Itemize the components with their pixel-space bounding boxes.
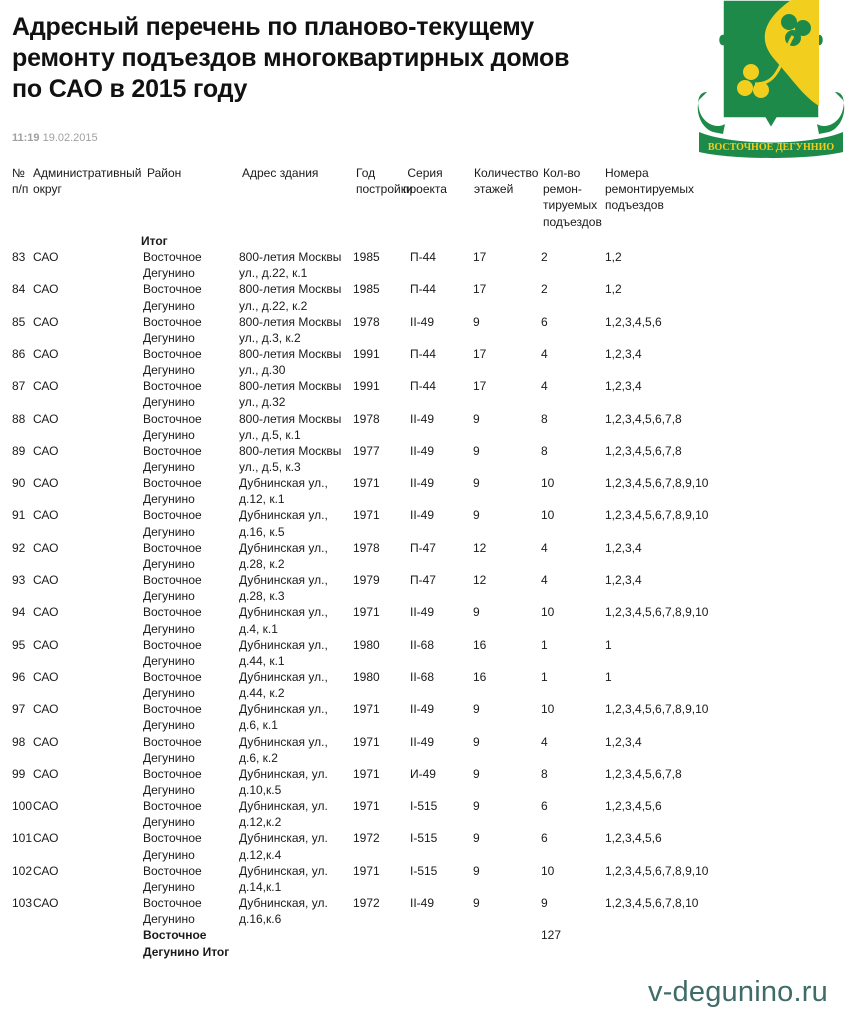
cell-entrances: 1,2,3,4,5,6,7,8,9,10 <box>605 508 709 523</box>
cell-okrug: САО <box>33 669 59 684</box>
cell-series: II-68 <box>410 669 435 684</box>
cell-count: 9 <box>541 896 548 910</box>
total-label: Восточное Дегунино Итог <box>143 928 230 959</box>
cell-okrug: САО <box>33 605 59 620</box>
cell-address: Дубнинская ул., д.4, к.1 <box>239 605 328 636</box>
cell-floors: 9 <box>473 799 480 814</box>
cell-address: Дубнинская ул., д.6, к.1 <box>239 702 328 733</box>
cell-rayon: Восточное Дегунино <box>143 831 202 862</box>
cell-count: 6 <box>541 831 548 846</box>
cell-floors: 9 <box>473 734 480 749</box>
cell-count: 6 <box>541 314 548 329</box>
cell-num: 87 <box>12 379 26 394</box>
cell-year: 1977 <box>353 443 380 458</box>
cell-address: Дубнинская ул., д.44, к.1 <box>239 637 328 668</box>
cell-num: 88 <box>12 411 26 426</box>
cell-count: 6 <box>541 799 548 814</box>
cell-okrug: САО <box>33 573 59 587</box>
cell-year: 1971 <box>353 766 380 781</box>
cell-rayon: Восточное Дегунино <box>143 314 202 345</box>
cell-rayon: Восточное Дегунино <box>143 476 202 507</box>
cell-okrug: САО <box>33 734 59 749</box>
cell-rayon: Восточное Дегунино <box>143 573 202 604</box>
cell-year: 1978 <box>353 540 380 555</box>
total-row <box>0 927 852 959</box>
cell-floors: 9 <box>473 831 480 846</box>
cell-rayon: Восточное Дегунино <box>143 896 202 927</box>
cell-year: 1985 <box>353 250 380 264</box>
cell-okrug: САО <box>33 282 59 297</box>
cell-rayon: Восточное Дегунино <box>143 799 202 830</box>
cell-floors: 9 <box>473 508 480 523</box>
cell-num: 93 <box>12 573 26 587</box>
cell-num: 98 <box>12 734 26 749</box>
cell-series: П-44 <box>410 250 436 264</box>
cell-count: 4 <box>541 346 548 361</box>
header-entrances: Номера ремонтируемых подъездов <box>605 166 695 213</box>
cell-rayon: Восточное Дегунино <box>143 411 202 442</box>
cell-count: 1 <box>541 669 548 684</box>
cell-address: 800-летия Москвы ул., д.22, к.1 <box>239 250 342 281</box>
table-row <box>0 378 852 410</box>
cell-count: 4 <box>541 573 548 587</box>
table-row <box>0 249 852 281</box>
cell-num: 95 <box>12 637 26 652</box>
cell-entrances: 1,2,3,4 <box>605 540 642 555</box>
cell-entrances: 1,2,3,4,5,6 <box>605 831 662 846</box>
cell-entrances: 1,2,3,4,5,6,7,8,9,10 <box>605 476 709 491</box>
cell-address: Дубнинская, ул. д.12,к.4 <box>239 831 328 862</box>
page-title <box>12 12 612 105</box>
cell-year: 1972 <box>353 896 380 910</box>
cell-count: 1 <box>541 637 548 652</box>
table-row <box>0 572 852 604</box>
cell-count: 4 <box>541 734 548 749</box>
cell-entrances: 1,2 <box>605 282 622 297</box>
header-okrug: Административный округ <box>33 166 142 197</box>
cell-floors: 9 <box>473 605 480 620</box>
cell-num: 86 <box>12 346 26 361</box>
table-row <box>0 507 852 539</box>
cell-count: 10 <box>541 605 555 620</box>
cell-floors: 17 <box>473 282 487 297</box>
cell-rayon: Восточное Дегунино <box>143 766 202 797</box>
cell-year: 1971 <box>353 605 380 620</box>
publish-time: 11:19 <box>12 132 40 144</box>
cell-series: П-44 <box>410 346 436 361</box>
cell-entrances: 1 <box>605 669 612 684</box>
cell-okrug: САО <box>33 799 59 814</box>
cell-address: Дубнинская ул., д.12, к.1 <box>239 476 328 507</box>
cell-series: II-68 <box>410 637 435 652</box>
table-row <box>0 766 852 798</box>
cell-num: 96 <box>12 669 26 684</box>
cell-series: П-47 <box>410 573 436 587</box>
cell-num: 99 <box>12 766 26 781</box>
cell-rayon: Восточное Дегунино <box>143 282 202 313</box>
cell-series: I-515 <box>410 831 438 846</box>
cell-address: Дубнинская ул., д.16, к.5 <box>239 508 328 539</box>
cell-floors: 9 <box>473 863 480 878</box>
cell-series: II-49 <box>410 476 435 491</box>
table-row <box>0 637 852 669</box>
cell-year: 1972 <box>353 831 380 846</box>
cell-entrances: 1,2,3,4,5,6,7,8 <box>605 443 682 458</box>
cell-num: 90 <box>12 476 26 491</box>
cell-entrances: 1,2,3,4 <box>605 346 642 361</box>
cell-count: 2 <box>541 250 548 264</box>
cell-okrug: САО <box>33 896 59 910</box>
cell-num: 101 <box>12 831 33 846</box>
cell-count: 4 <box>541 379 548 394</box>
cell-entrances: 1,2,3,4 <box>605 734 642 749</box>
cell-floors: 9 <box>473 766 480 781</box>
cell-floors: 16 <box>473 637 487 652</box>
cell-address: 800-летия Москвы ул., д.5, к.3 <box>239 443 342 474</box>
cell-rayon: Восточное Дегунино <box>143 605 202 636</box>
cell-address: Дубнинская ул., д.28, к.3 <box>239 573 328 604</box>
header-year-text: Год постройки <box>356 166 413 197</box>
cell-count: 8 <box>541 443 548 458</box>
cell-series: П-44 <box>410 379 436 394</box>
cell-address: Дубнинская ул., д.6, к.2 <box>239 734 328 765</box>
cell-num: 91 <box>12 508 26 523</box>
cell-okrug: САО <box>33 766 59 781</box>
site-watermark: v-degunino.ru <box>648 976 828 1008</box>
coat-of-arms-icon <box>693 0 849 160</box>
cell-okrug: САО <box>33 637 59 652</box>
cell-entrances: 1,2,3,4,5,6,7,8,9,10 <box>605 702 709 717</box>
cell-okrug: САО <box>33 831 59 846</box>
cell-floors: 17 <box>473 346 487 361</box>
publish-timestamp <box>12 132 98 144</box>
cell-floors: 9 <box>473 443 480 458</box>
cell-okrug: САО <box>33 314 59 329</box>
cell-series: П-44 <box>410 282 436 297</box>
table-row <box>0 895 852 927</box>
cell-series: I-515 <box>410 863 438 878</box>
cell-address: Дубнинская ул., д.44, к.2 <box>239 669 328 701</box>
cell-series: II-49 <box>410 508 435 523</box>
cell-rayon: Восточное Дегунино <box>143 734 202 765</box>
cell-address: 800-летия Москвы ул., д.32 <box>239 379 342 410</box>
cell-num: 92 <box>12 540 26 555</box>
cell-num: 94 <box>12 605 26 620</box>
cell-address: Дубнинская, ул. д.12,к.2 <box>239 799 328 830</box>
cell-series: II-49 <box>410 314 435 329</box>
cell-entrances: 1,2,3,4 <box>605 379 642 394</box>
cell-count: 2 <box>541 282 548 297</box>
cell-floors: 12 <box>473 573 487 587</box>
cell-count: 10 <box>541 702 555 717</box>
table-row <box>0 798 852 830</box>
cell-num: 103 <box>12 896 33 910</box>
cell-num: 102 <box>12 863 33 878</box>
cell-okrug: САО <box>33 346 59 361</box>
cell-floors: 9 <box>473 411 480 426</box>
title-line: ремонту подъездов многоквартирных домов <box>12 44 570 72</box>
cell-entrances: 1,2,3,4,5,6,7,8,10 <box>605 896 699 910</box>
cell-year: 1978 <box>353 314 380 329</box>
title-line: Адресный перечень по планово-текущему <box>12 13 534 41</box>
cell-rayon: Восточное Дегунино <box>143 863 202 894</box>
cell-entrances: 1,2 <box>605 250 622 264</box>
cell-floors: 9 <box>473 314 480 329</box>
cell-count: 8 <box>541 411 548 426</box>
cell-address: Дубнинская, ул. д.14,к.1 <box>239 863 328 894</box>
cell-okrug: САО <box>33 540 59 555</box>
cell-year: 1980 <box>353 669 380 684</box>
table-header <box>0 165 852 235</box>
cell-series: II-49 <box>410 443 435 458</box>
cell-entrances: 1 <box>605 637 612 652</box>
cell-address: Дубнинская ул., д.28, к.2 <box>239 540 328 571</box>
cell-series: II-49 <box>410 411 435 426</box>
cell-floors: 16 <box>473 669 487 684</box>
cell-series: II-49 <box>410 702 435 717</box>
header-series <box>403 165 447 197</box>
cell-year: 1971 <box>353 508 380 523</box>
cell-series: И-49 <box>410 766 436 781</box>
cell-okrug: САО <box>33 250 59 264</box>
cell-floors: 12 <box>473 540 487 555</box>
cell-series: II-49 <box>410 896 435 910</box>
cell-rayon: Восточное Дегунино <box>143 379 202 410</box>
header-address: Адрес здания <box>242 166 319 180</box>
cell-entrances: 1,2,3,4,5,6,7,8 <box>605 411 682 426</box>
cell-series: П-47 <box>410 540 436 555</box>
cell-rayon: Восточное Дегунино <box>143 346 202 378</box>
cell-address: 800-летия Москвы ул., д.3, к.2 <box>239 314 342 345</box>
table-row <box>0 604 852 636</box>
cell-address: 800-летия Москвы ул., д.30 <box>239 346 342 378</box>
cell-floors: 9 <box>473 702 480 717</box>
cell-address: Дубнинская, ул. д.16,к.6 <box>239 896 328 927</box>
table-row <box>0 475 852 507</box>
table-row <box>0 540 852 572</box>
table-row <box>0 346 852 378</box>
cell-rayon: Восточное Дегунино <box>143 508 202 539</box>
cell-year: 1971 <box>353 476 380 491</box>
cell-okrug: САО <box>33 508 59 523</box>
cell-count: 10 <box>541 476 555 491</box>
cell-year: 1971 <box>353 799 380 814</box>
cell-series: I-515 <box>410 799 438 814</box>
cell-year: 1985 <box>353 282 380 297</box>
total-count: 127 <box>541 928 562 943</box>
cell-num: 83 <box>12 250 26 264</box>
cell-entrances: 1,2,3,4,5,6,7,8,9,10 <box>605 863 709 878</box>
header-floors: Количество этажей <box>474 166 539 197</box>
title-line: по САО в 2015 году <box>12 75 248 103</box>
table-row <box>0 281 852 313</box>
cell-rayon: Восточное Дегунино <box>143 443 202 474</box>
cell-num: 84 <box>12 282 26 297</box>
table-row <box>0 863 852 895</box>
cell-rayon: Восточное Дегунино <box>143 250 202 281</box>
cell-entrances: 1,2,3,4,5,6 <box>605 314 662 329</box>
cell-address: 800-летия Москвы ул., д.5, к.1 <box>239 411 342 442</box>
cell-okrug: САО <box>33 379 59 394</box>
cell-count: 10 <box>541 508 555 523</box>
header-series-text: Серия проекта <box>403 166 447 197</box>
cell-year: 1980 <box>353 637 380 652</box>
cell-okrug: САО <box>33 476 59 491</box>
cell-okrug: САО <box>33 443 59 458</box>
cell-year: 1971 <box>353 863 380 878</box>
header-count: Кол-во ремон- тируемых подъездов <box>543 166 602 229</box>
header-rayon: Район <box>147 166 182 180</box>
table-row <box>0 669 852 701</box>
cell-count: 8 <box>541 766 548 781</box>
cell-year: 1971 <box>353 734 380 749</box>
cell-num: 89 <box>12 443 26 458</box>
district-coat-of-arms-logo <box>693 0 849 160</box>
cell-floors: 17 <box>473 250 487 264</box>
cell-entrances: 1,2,3,4,5,6,7,8,9,10 <box>605 605 709 620</box>
publish-date: 19.02.2015 <box>42 132 98 144</box>
table-row <box>0 314 852 346</box>
cell-floors: 9 <box>473 896 480 910</box>
cell-entrances: 1,2,3,4,5,6 <box>605 799 662 814</box>
cell-count: 4 <box>541 540 548 555</box>
cell-year: 1991 <box>353 379 380 394</box>
cell-year: 1979 <box>353 573 380 587</box>
logo-ribbon-text: ВОСТОЧНОЕ ДЕГУННИО <box>707 142 835 153</box>
cell-series: II-49 <box>410 734 435 749</box>
cell-num: 97 <box>12 702 26 717</box>
cell-year: 1978 <box>353 411 380 426</box>
cell-okrug: САО <box>33 863 59 878</box>
cell-okrug: САО <box>33 702 59 717</box>
table-row <box>0 830 852 862</box>
cell-count: 10 <box>541 863 555 878</box>
cell-rayon: Восточное Дегунино <box>143 702 202 733</box>
cell-rayon: Восточное Дегунино <box>143 540 202 571</box>
cell-floors: 9 <box>473 476 480 491</box>
cell-floors: 17 <box>473 379 487 394</box>
cell-entrances: 1,2,3,4,5,6,7,8 <box>605 766 682 781</box>
cell-year: 1971 <box>353 702 380 717</box>
subtotal-label: Итог <box>141 234 168 248</box>
cell-year: 1991 <box>353 346 380 361</box>
table-row <box>0 411 852 443</box>
table-row <box>0 443 852 475</box>
cell-okrug: САО <box>33 411 59 426</box>
cell-address: 800-летия Москвы ул., д.22, к.2 <box>239 282 342 313</box>
cell-num: 85 <box>12 314 26 329</box>
cell-num: 100 <box>12 799 33 814</box>
cell-rayon: Восточное Дегунино <box>143 669 202 701</box>
table-row <box>0 701 852 733</box>
header-num: № п/п <box>12 166 29 197</box>
cell-rayon: Восточное Дегунино <box>143 637 202 668</box>
cell-address: Дубнинская, ул. д.10,к.5 <box>239 766 328 797</box>
cell-series: II-49 <box>410 605 435 620</box>
table-row <box>0 734 852 766</box>
cell-entrances: 1,2,3,4 <box>605 573 642 587</box>
